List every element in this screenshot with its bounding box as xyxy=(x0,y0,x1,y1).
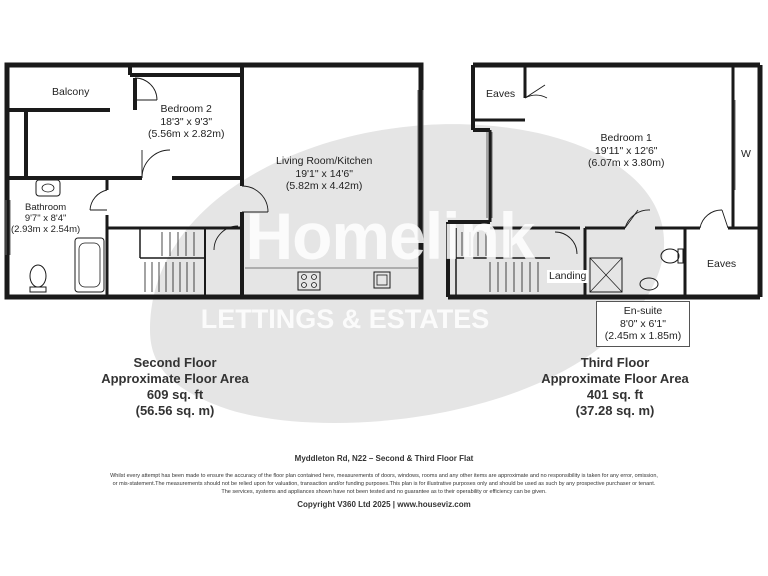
watermark-tagline: LETTINGS & ESTATES xyxy=(200,304,490,334)
plan-title: Myddleton Rd, N22 – Second & Third Floor Flat xyxy=(294,454,474,463)
room-label-living-kitchen: Living Room/Kitchen 19'1" x 14'6" (5.82m x 4.42m) xyxy=(276,155,373,192)
room-label-bathroom: Bathroom 9'7" x 8'4" (2.93m x 2.54m) xyxy=(11,202,81,235)
second-floor-summary: Second Floor Approximate Floor Area 609 sq. ft (56.56 sq. m) xyxy=(101,355,249,418)
room-label-ensuite: En-suite 8'0" x 6'1" (2.45m x 1.85m) xyxy=(604,305,682,342)
room-label-eaves-right: Eaves xyxy=(707,258,737,270)
room-label-balcony: Balcony xyxy=(52,86,90,98)
disclaimer: Whilst every attempt has been made to ensure the accuracy of the floor plan contained here, measurements of doors, windows, rooms and any other items are approximate and no responsibility is taken for any error, omission, or mis-statement.The measurements should not be relied upon for valuation, transaction and/or funding purposes.This plan is for illustrative purposes only and should be used as such by any prospective purchaser or tenant. The services, systems and appliances shown have not been tested and no guarantee as to their operability or efficiency can be given. xyxy=(110,473,658,495)
room-label-bedroom-2: Bedroom 2 18'3" x 9'3" (5.56m x 2.82m) xyxy=(148,103,225,140)
watermark-brand: Homelink xyxy=(245,199,535,273)
room-label-landing: Landing xyxy=(549,270,587,282)
room-label-bedroom-1: Bedroom 1 19'11" x 12'6" (6.07m x 3.80m) xyxy=(588,132,665,169)
third-floor-summary: Third Floor Approximate Floor Area 401 sq. ft (37.28 sq. m) xyxy=(541,355,689,418)
copyright: Copyright V360 Ltd 2025 | www.houseviz.com xyxy=(297,500,471,509)
room-label-eaves-top: Eaves xyxy=(486,88,516,100)
room-label-wardrobe: W xyxy=(741,148,751,160)
